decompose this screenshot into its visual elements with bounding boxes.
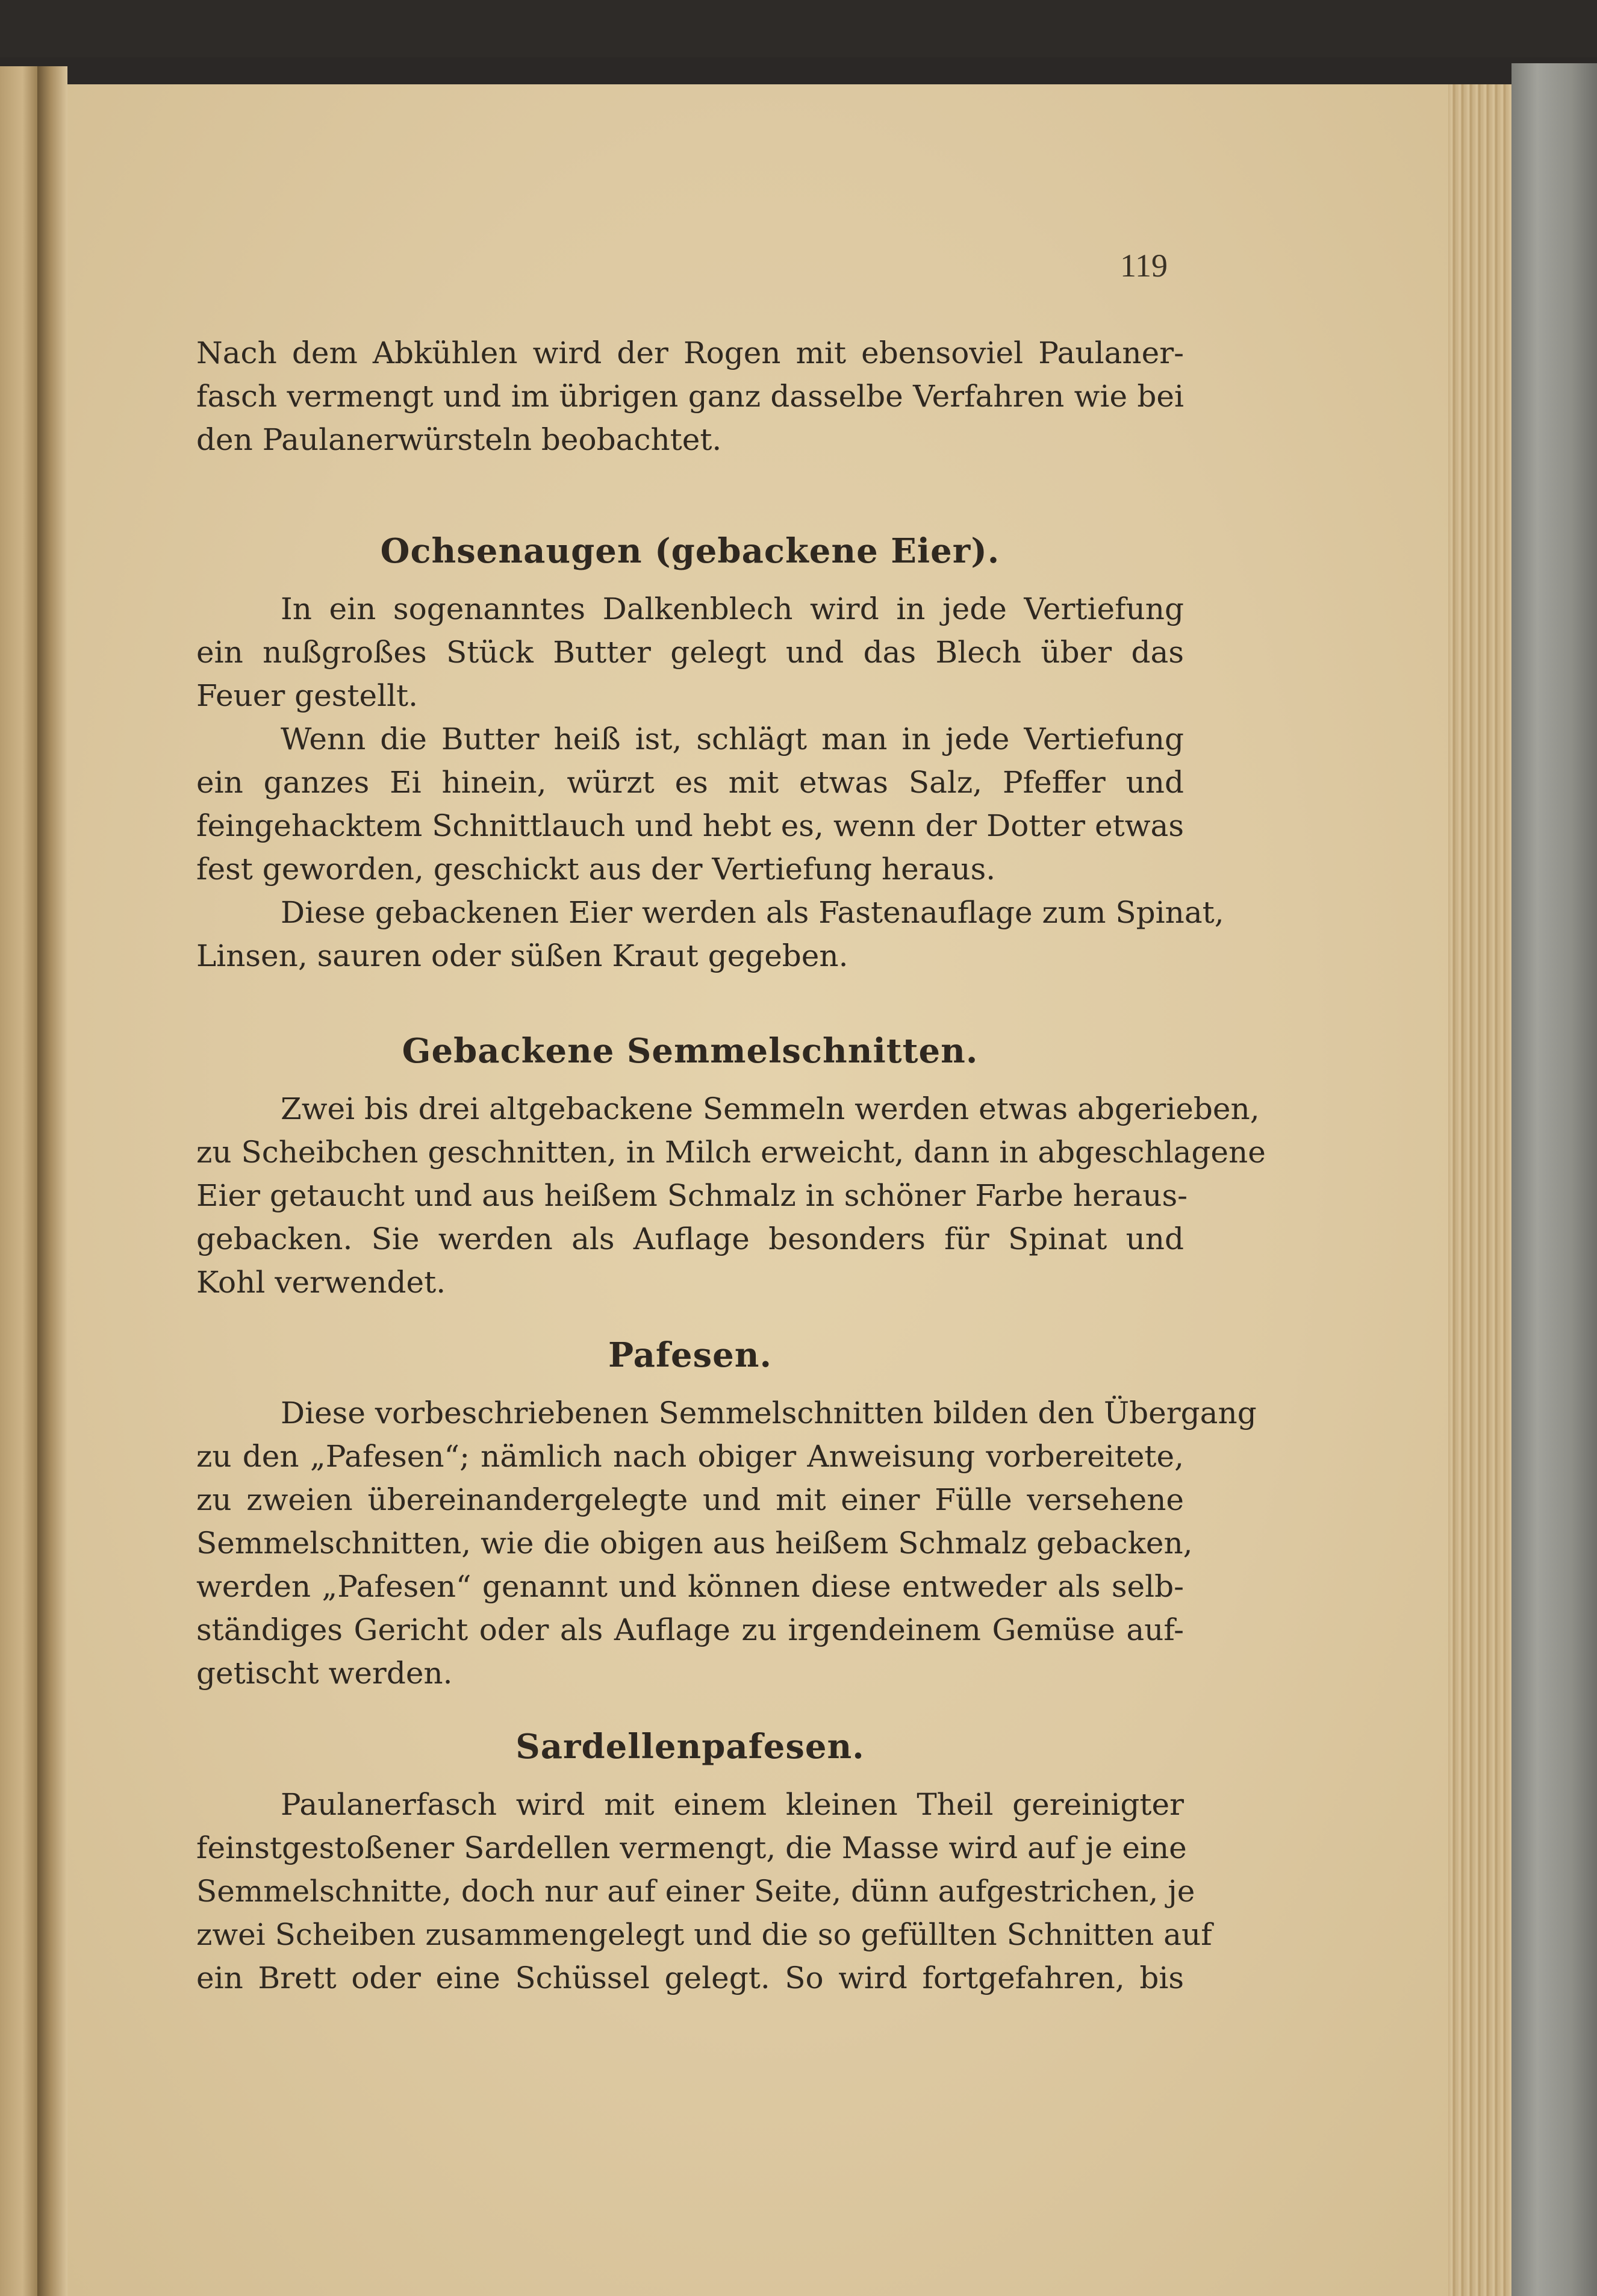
paragraph-line: ein Brett oder eine Schüssel gelegt. So wird fortgefahren, bis: [196, 1961, 1184, 1995]
paragraph-line: Kohl verwendet.: [196, 1265, 446, 1300]
paragraph-line: zu den „Pafesen“; nämlich nach obiger Anweisung vorbereitete,: [196, 1439, 1184, 1474]
paragraph-line: werden „Pafesen“ genannt und können diese entweder als selb-: [196, 1569, 1184, 1604]
paragraph-line: zwei Scheiben zusammengelegt und die so gefüllten Schnitten auf: [196, 1917, 1212, 1952]
paragraph-line: Eier getaucht und aus heißem Schmalz in schöner Farbe heraus-: [196, 1178, 1188, 1213]
paragraph-line: Semmelschnitten, wie die obigen aus heißem Schmalz gebacken,: [196, 1526, 1193, 1561]
book-cover-board: [1511, 63, 1597, 2296]
paragraph-line: feingehacktem Schnittlauch und hebt es, wenn der Dotter etwas: [196, 808, 1184, 843]
paragraph-line: ein nußgroßes Stück Butter gelegt und das Blech über das: [196, 635, 1184, 670]
paragraph-line: Semmelschnitte, doch nur auf einer Seite, dünn aufgestrichen, je: [196, 1874, 1195, 1909]
heading-sardellenpafesen: Sardellenpafesen.: [515, 1727, 865, 1767]
paragraph-line: feinstgestoßener Sardellen vermengt, die Masse wird auf je eine: [196, 1830, 1187, 1865]
paragraph-line: ein ganzes Ei hinein, würzt es mit etwas Salz, Pfeffer und: [196, 765, 1184, 800]
paragraph-line: Diese vorbeschriebenen Semmelschnitten bilden den Übergang: [281, 1396, 1257, 1430]
page-number: 119: [1120, 248, 1168, 284]
book-gutter: [37, 66, 67, 2296]
paragraph-line: Feuer gestellt.: [196, 678, 419, 713]
paragraph-line: zu Scheibchen geschnitten, in Milch erweicht, dann in abgeschlagene: [196, 1135, 1266, 1170]
paragraph-line: Zwei bis drei altgebackene Semmeln werden etwas abgerieben,: [281, 1091, 1260, 1126]
paragraph-line: den Paulanerwürsteln beobachtet.: [196, 422, 722, 457]
paragraph-line: Linsen, sauren oder süßen Kraut gegeben.: [196, 938, 848, 973]
paragraph-line: fasch vermengt und im übrigen ganz dasselbe Verfahren wie bei: [196, 379, 1184, 414]
left-page-edge: [0, 66, 37, 2296]
paragraph-line: gebacken. Sie werden als Auflage besonders für Spinat und: [196, 1221, 1184, 1256]
page-edges: [1448, 84, 1515, 2296]
heading-pafesen: Pafesen.: [608, 1335, 772, 1375]
paragraph-line: Wenn die Butter heiß ist, schlägt man in jede Vertiefung: [281, 722, 1184, 756]
background-frame: [0, 0, 1597, 57]
heading-ochsenaugen: Ochsenaugen (gebackene Eier).: [380, 531, 1000, 571]
paragraph-line: Paulanerfasch wird mit einem kleinen Theil gereinigter: [281, 1787, 1184, 1822]
paragraph-line: In ein sogenanntes Dalkenblech wird in jede Vertiefung: [281, 591, 1184, 626]
paragraph-line: getischt werden.: [196, 1656, 453, 1691]
heading-gebackene-semmelschnitten: Gebackene Semmelschnitten.: [402, 1031, 979, 1071]
paragraph-line: zu zweien übereinandergelegte und mit einer Fülle versehene: [196, 1482, 1184, 1517]
paragraph-line: Diese gebackenen Eier werden als Fastenauflage zum Spinat,: [281, 895, 1224, 930]
paragraph-line: Nach dem Abkühlen wird der Rogen mit ebensoviel Paulaner-: [196, 335, 1184, 370]
paragraph-line: ständiges Gericht oder als Auflage zu irgendeinem Gemüse auf-: [196, 1612, 1184, 1647]
paragraph-line: fest geworden, geschickt aus der Vertiefung heraus.: [196, 852, 996, 887]
